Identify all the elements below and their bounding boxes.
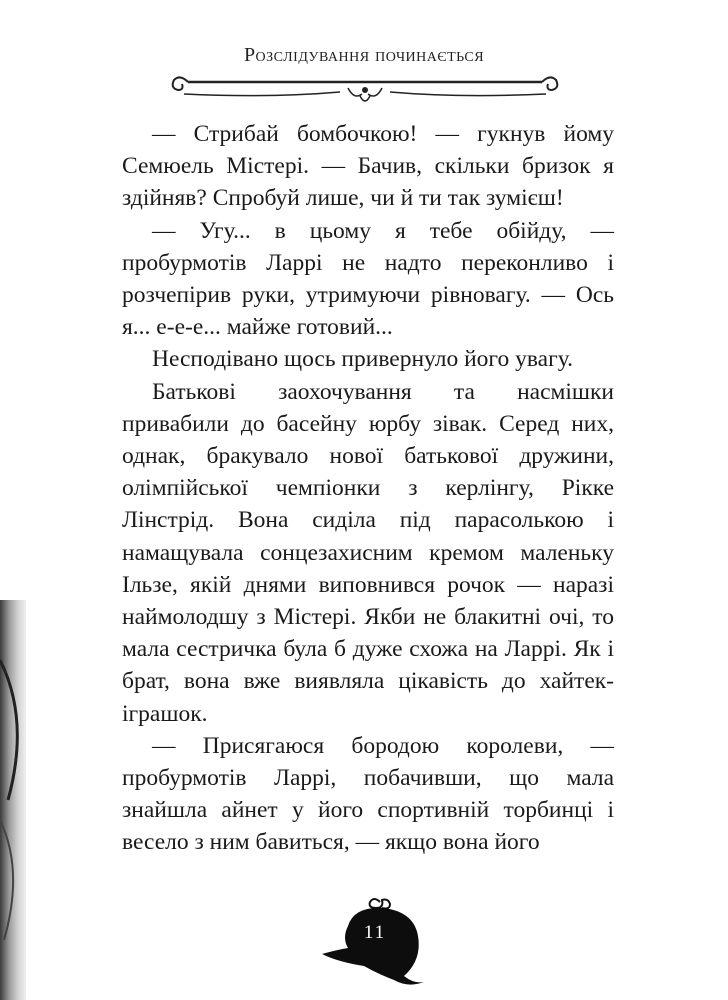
paragraph: Несподівано щось привернуло його увагу. xyxy=(152,346,573,373)
paragraph: Батькові заохочування та насмішки привабили до басейну юрбу зівак. Серед них, однак, бракувало нової батькової дружини, олімпійської чемпіонки з керлінгу, Рікке Лінстрід. Вона сиділа під парасолькою і намащувала сонцезахисним кремом маленьку Ільзе, якій днями виповнився рочок — наразі наймолодшу з Містері. Якби не блакитні очі, то мала сестричка була б дуже схожа на Ларрі. Як і брат, вона вже виявляла цікавість до хайтек-іграшок. xyxy=(122,378,614,727)
header-ornament-divider xyxy=(170,68,560,108)
left-page-edge-image xyxy=(0,600,26,1000)
running-header: Розслідування починається xyxy=(243,44,485,66)
paragraph: — Стрибай бомбочкою! — гукнув йому Семюель Містері. — Бачив, скільки бризок я здійняв? Спробуй лише, чи й ти так зумієш! xyxy=(122,121,614,212)
paragraph: — Присягаюся бородою королеви, — пробурмотів Ларрі, побачивши, що мала знайшла айнет у його спортивній торбинці і весело з ним бавиться, — якщо вона його xyxy=(122,732,614,856)
body-text xyxy=(122,118,614,859)
page-number: 11 xyxy=(363,922,387,943)
paragraph: — Угу... в цьому я тебе обійду, — пробурмотів Ларрі не надто переконливо і розчепірив руки, утримуючи рівновагу. — Ось я... е-е-е... майже готовий... xyxy=(122,217,614,341)
